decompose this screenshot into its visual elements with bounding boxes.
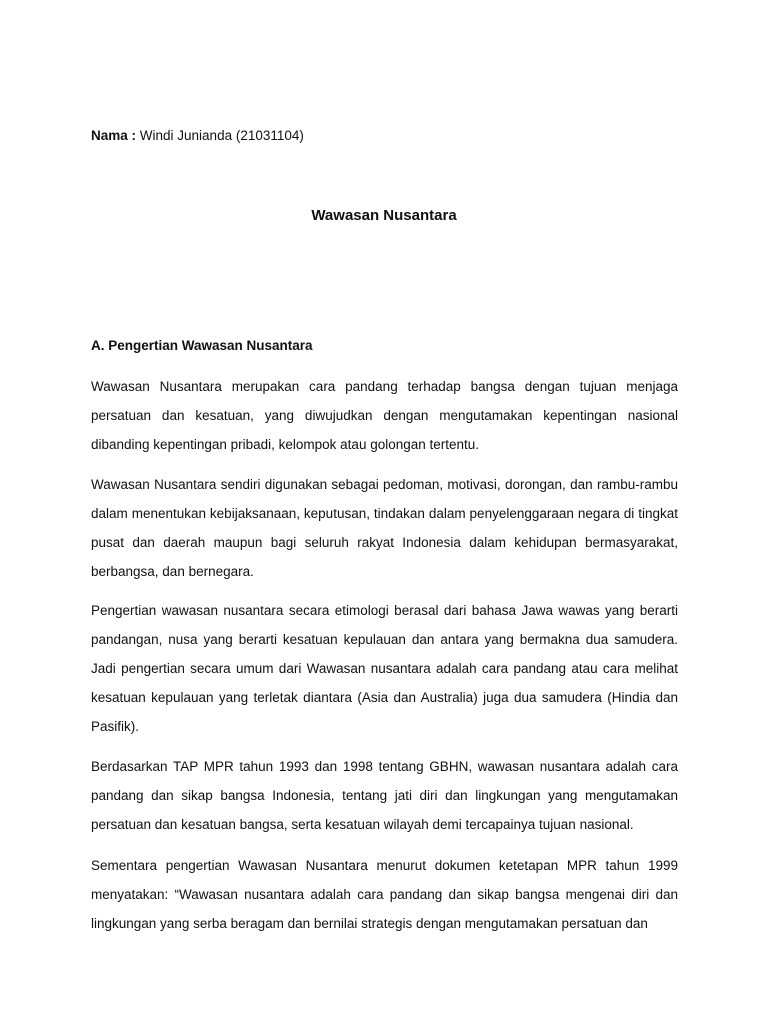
section-heading: A. Pengertian Wawasan Nusantara [91,338,313,353]
author-line [91,126,304,146]
paragraph-4: Berdasarkan TAP MPR tahun 1993 dan 1998 tentang GBHN, wawasan nusantara adalah cara pandang dan sikap bangsa Indonesia, tentang jati diri dan lingkungan yang mengutamakan persatuan dan kesatuan bangsa, serta kesatuan wilayah demi tercapainya tujuan nasional. [91,759,678,832]
paragraph-3: Pengertian wawasan nusantara secara etimologi berasal dari bahasa Jawa wawas yang berarti pandangan, nusa yang berarti kesatuan kepulauan dan antara yang bermakna dua samudera. Jadi pengertian secara umum dari Wawasan nusantara adalah cara pandang atau cara melihat kesatuan kepulauan yang terletak diantara (Asia dan Australia) juga dua samudera (Hindia dan Pasifik). [91,603,678,734]
author-label: Nama : [91,128,137,143]
document-title: Wawasan Nusantara [311,207,457,224]
author-name: Windi Junianda (21031104) [139,128,304,143]
paragraph-5: Sementara pengertian Wawasan Nusantara menurut dokumen ketetapan MPR tahun 1999 menyatakan: “Wawasan nusantara adalah cara pandang dan sikap bangsa mengenai diri dan lingkungan yang serba beragam dan bernilai strategis dengan mengutamakan persatuan dan [91,858,678,931]
paragraph-1: Wawasan Nusantara merupakan cara pandang terhadap bangsa dengan tujuan menjaga persatuan dan kesatuan, yang diwujudkan dengan mengutamakan kepentingan nasional dibanding kepentingan pribadi, kelompok atau golongan tertentu. [91,379,678,452]
paragraph-2: Wawasan Nusantara sendiri digunakan sebagai pedoman, motivasi, dorongan, dan rambu-rambu dalam menentukan kebijaksanaan, keputusan, tindakan dalam penyelenggaraan negara di tingkat pusat dan daerah maupun bagi seluruh rakyat Indonesia dalam kehidupan bermasyarakat, berbangsa, dan bernegara. [91,477,678,579]
